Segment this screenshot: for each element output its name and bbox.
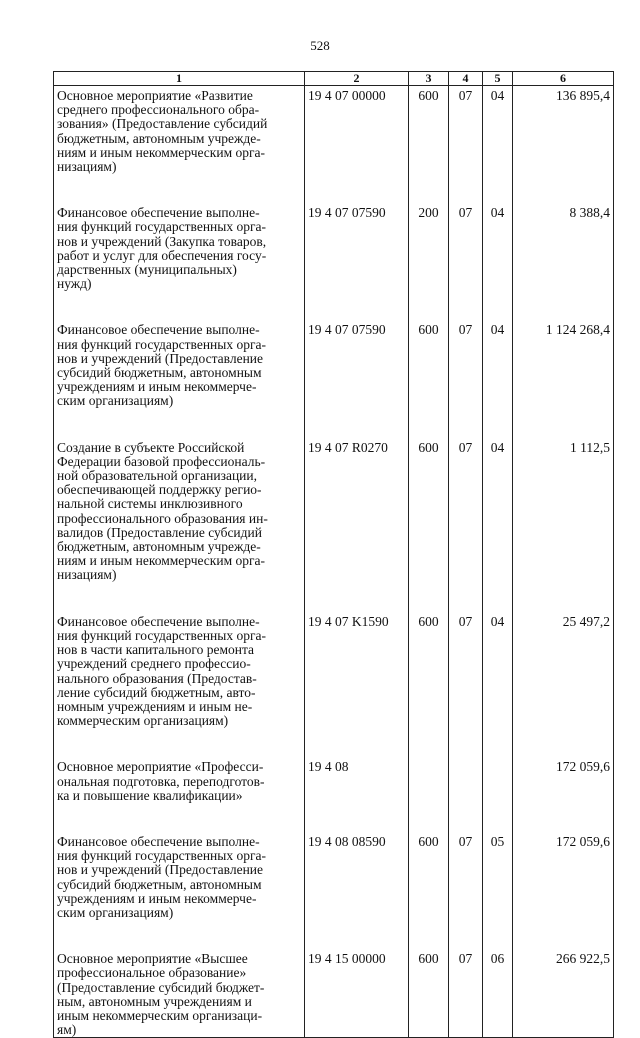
- row-name-line: учреждений среднего профессио-: [57, 656, 251, 672]
- row-amount-cell: 1 112,5: [513, 438, 614, 612]
- row-name-line: низациям): [57, 567, 117, 583]
- table-row: [54, 757, 614, 832]
- row-amount-cell: 172 059,6: [513, 832, 614, 949]
- row-name-cell: [54, 949, 305, 1038]
- row-name-line: профессиональное образование»: [57, 965, 247, 981]
- row-code-cell: 19 4 07 07590: [305, 203, 409, 320]
- table-header: [54, 72, 614, 86]
- row-name-line: субсидий бюджетным, автономным: [57, 876, 262, 892]
- table-row: [54, 203, 614, 320]
- table-row: [54, 949, 614, 1038]
- row-code-cell: 19 4 07 07590: [305, 320, 409, 437]
- row-name-line: ниям и иным некоммерческим орга-: [57, 144, 266, 160]
- row-name-line: ям): [57, 1022, 77, 1038]
- row-name-line: ния функций государственных орга-: [57, 627, 266, 643]
- row-name-line: Создание в субъекте Российской: [57, 439, 245, 455]
- row-name-line: Основное мероприятие «Высшее: [57, 951, 248, 967]
- row-subsection-cell: 04: [483, 203, 513, 320]
- row-expense-type-cell: 600: [409, 832, 449, 949]
- row-name-line: учреждениям и иным некоммерче-: [57, 379, 257, 395]
- row-section-cell: [449, 757, 483, 832]
- row-section-cell: 07: [449, 438, 483, 612]
- row-section-cell: 07: [449, 320, 483, 437]
- row-name-line: ским организациям): [57, 393, 174, 409]
- row-name-line: ление субсидий бюджетным, авто-: [57, 684, 256, 700]
- row-name-line: Финансовое обеспечение выполне-: [57, 205, 260, 221]
- row-expense-type-cell: 600: [409, 320, 449, 437]
- row-expense-type-cell: 600: [409, 86, 449, 204]
- row-subsection-cell: 04: [483, 612, 513, 758]
- row-name-cell: [54, 612, 305, 758]
- table-row: [54, 86, 614, 204]
- row-section-cell: 07: [449, 612, 483, 758]
- row-name-line: ной образовательной организации,: [57, 468, 257, 484]
- row-name-line: иным некоммерческим организаци-: [57, 1007, 263, 1023]
- row-expense-type-cell: [409, 757, 449, 832]
- page-number: 528: [310, 38, 330, 53]
- row-name-cell: [54, 203, 305, 320]
- row-name-line: ка и повышение квалификации»: [57, 787, 243, 803]
- row-subsection-cell: [483, 757, 513, 832]
- row-code-cell: 19 4 08: [305, 757, 409, 832]
- row-name-line: низациям): [57, 159, 117, 175]
- header-col-3: 3: [409, 72, 449, 86]
- row-section-cell: 07: [449, 86, 483, 204]
- row-amount-cell: 266 922,5: [513, 949, 614, 1038]
- header-col-5: 5: [483, 72, 513, 86]
- row-name-line: работ и услуг для обеспечения госу-: [57, 247, 267, 263]
- row-name-line: ским организациям): [57, 904, 174, 920]
- row-name-line: Финансовое обеспечение выполне-: [57, 613, 260, 629]
- row-name-cell: [54, 86, 305, 204]
- row-code-cell: 19 4 07 R0270: [305, 438, 409, 612]
- row-name-line: учреждениям и иным некоммерче-: [57, 890, 257, 906]
- row-name-line: среднего профессионального обра-: [57, 102, 260, 118]
- row-amount-cell: 25 497,2: [513, 612, 614, 758]
- row-name-line: ния функций государственных орга-: [57, 336, 266, 352]
- row-name-line: валидов (Предоставление субсидий: [57, 524, 262, 540]
- row-name-line: субсидий бюджетным, автономным: [57, 365, 262, 381]
- row-name-line: профессионального образования ин-: [57, 510, 268, 526]
- row-name-line: Финансовое обеспечение выполне-: [57, 322, 260, 338]
- budget-table: [53, 71, 614, 1038]
- row-name-line: дарственных (муниципальных): [57, 262, 237, 278]
- row-expense-type-cell: 600: [409, 612, 449, 758]
- row-name-line: номным учреждениям и иным не-: [57, 698, 253, 714]
- row-name-line: ным, автономным учреждениям и: [57, 993, 252, 1009]
- row-name-line: нального образования (Предостав-: [57, 670, 257, 686]
- row-amount-cell: 136 895,4: [513, 86, 614, 204]
- row-amount-cell: 8 388,4: [513, 203, 614, 320]
- row-code-cell: 19 4 08 08590: [305, 832, 409, 949]
- header-col-1: 1: [54, 72, 305, 86]
- row-amount-cell: 172 059,6: [513, 757, 614, 832]
- row-section-cell: 07: [449, 832, 483, 949]
- row-name-line: бюджетным, автономным учрежде-: [57, 539, 261, 555]
- row-code-cell: 19 4 15 00000: [305, 949, 409, 1038]
- row-name-cell: [54, 832, 305, 949]
- row-code-cell: 19 4 07 00000: [305, 86, 409, 204]
- row-name-line: нов и учреждений (Предоставление: [57, 350, 264, 366]
- row-name-cell: [54, 438, 305, 612]
- row-name-line: Финансовое обеспечение выполне-: [57, 833, 260, 849]
- row-amount-cell: 1 124 268,4: [513, 320, 614, 437]
- table-row: [54, 438, 614, 612]
- row-subsection-cell: 04: [483, 438, 513, 612]
- header-col-2: 2: [305, 72, 409, 86]
- row-name-line: ниям и иным некоммерческим орга-: [57, 553, 266, 569]
- row-name-line: зования» (Предоставление субсидий: [57, 116, 268, 132]
- row-name-line: обеспечивающей поддержку регио-: [57, 482, 262, 498]
- row-name-line: (Предоставление субсидий бюджет-: [57, 979, 265, 995]
- row-name-line: Основное мероприятие «Развитие: [57, 88, 253, 103]
- table-row: [54, 612, 614, 758]
- row-name-line: коммерческим организациям): [57, 713, 229, 729]
- row-name-line: нальной системы инклюзивного: [57, 496, 243, 512]
- row-name-line: Основное мероприятие «Професси-: [57, 759, 264, 775]
- row-name-line: нужд): [57, 276, 92, 292]
- header-col-6: 6: [513, 72, 614, 86]
- row-subsection-cell: 04: [483, 86, 513, 204]
- row-expense-type-cell: 200: [409, 203, 449, 320]
- row-subsection-cell: 04: [483, 320, 513, 437]
- row-name-line: ния функций государственных орга-: [57, 219, 266, 235]
- header-col-4: 4: [449, 72, 483, 86]
- row-subsection-cell: 05: [483, 832, 513, 949]
- table-body: [54, 86, 614, 1038]
- row-name-line: Федерации базовой профессиональ-: [57, 453, 266, 469]
- row-section-cell: 07: [449, 949, 483, 1038]
- row-name-line: бюджетным, автономным учрежде-: [57, 130, 261, 146]
- row-code-cell: 19 4 07 K1590: [305, 612, 409, 758]
- table-row: [54, 832, 614, 949]
- row-name-cell: [54, 757, 305, 832]
- row-name-cell: [54, 320, 305, 437]
- row-name-line: ональная подготовка, переподготов-: [57, 773, 265, 789]
- row-name-line: нов в части капитального ремонта: [57, 642, 255, 658]
- row-name-line: нов и учреждений (Предоставление: [57, 862, 264, 878]
- row-subsection-cell: 06: [483, 949, 513, 1038]
- table-row: [54, 320, 614, 437]
- row-expense-type-cell: 600: [409, 438, 449, 612]
- row-name-line: нов и учреждений (Закупка товаров,: [57, 233, 267, 249]
- row-expense-type-cell: 600: [409, 949, 449, 1038]
- row-section-cell: 07: [449, 203, 483, 320]
- row-name-line: ния функций государственных орга-: [57, 848, 266, 864]
